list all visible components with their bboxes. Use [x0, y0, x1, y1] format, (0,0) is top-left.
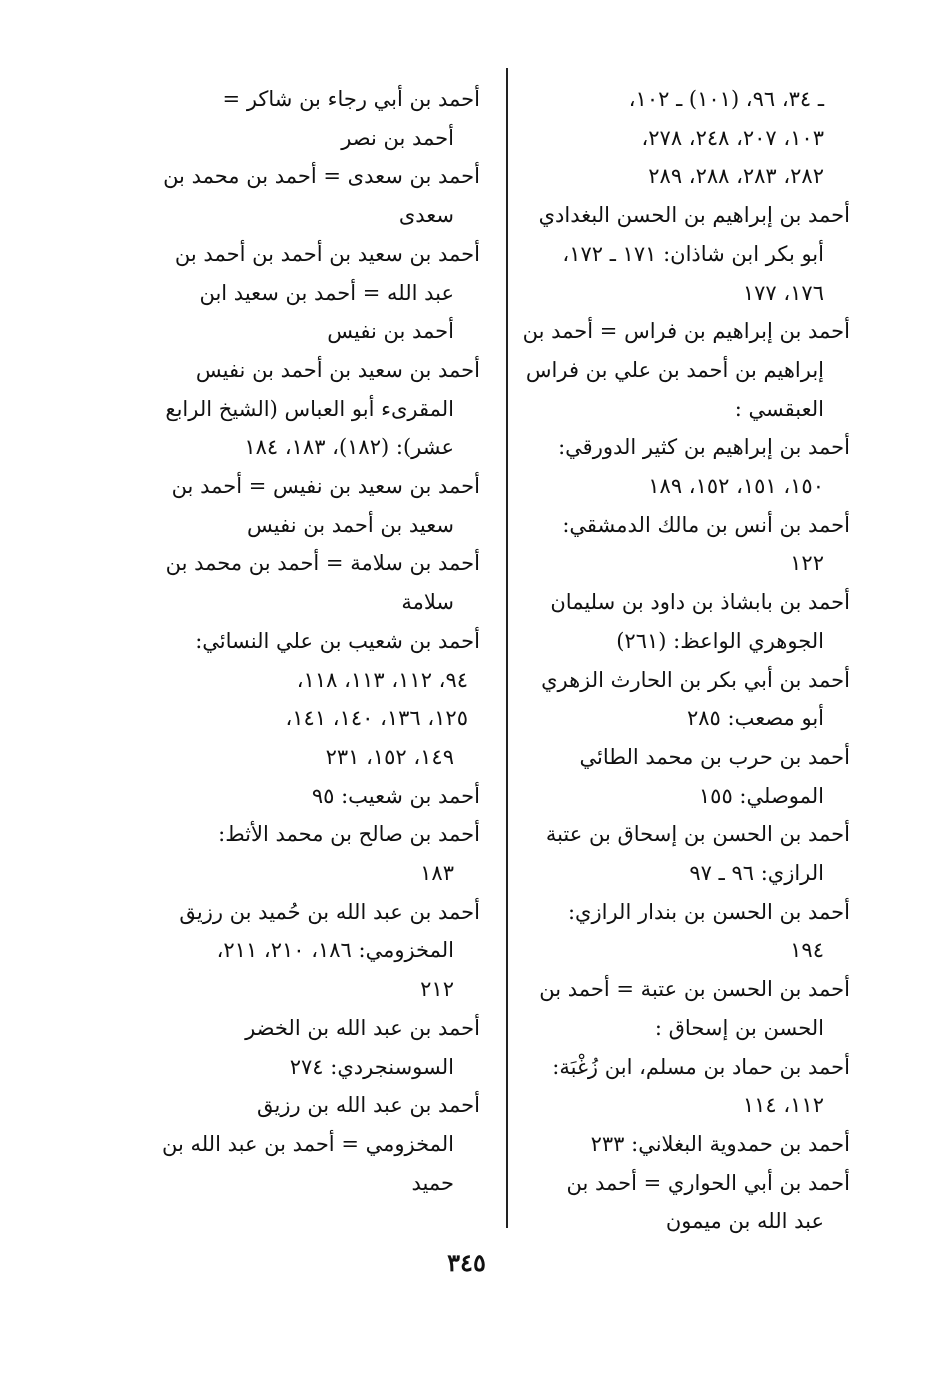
entry-line: أحمد بن أبي بكر بن الحارث الزهري [541, 667, 850, 692]
index-entry [528, 1164, 850, 1241]
index-entry [158, 351, 480, 467]
entry-line: عشر): (١٨٢)، ١٨٣، ١٨٤ [244, 435, 454, 460]
entry-line: أحمد بن سعيد بن أحمد بن أحمد بن [174, 241, 480, 266]
entry-line: ـ ٣٤، ٩٦، (١٠١) ـ ١٠٢، [628, 87, 824, 111]
entry-line: ٢٨٢، ٢٨٣، ٢٨٨، ٢٨٩ [648, 164, 824, 189]
entry-line: ٩٤، ١١٢، ١١٣، ١١٨، [296, 667, 468, 692]
entry-line: ١٢٢ [790, 551, 824, 576]
entry-line: أحمد بن الحسن بن إسحاق بن عتبة [545, 822, 850, 847]
index-entry [158, 157, 480, 234]
entry-line: أحمد بن حمدوية البغلاني: ٢٣٣ [590, 1131, 850, 1156]
entry-line: أحمد بن عبد الله بن رزيق [257, 1093, 480, 1118]
index-entry [528, 506, 850, 583]
entry-line: سعدى [398, 203, 454, 228]
entry-line: الموصلي: ١٥٥ [698, 783, 824, 808]
entry-line: أحمد بن إبراهيم بن كثير الدورقي: [558, 435, 850, 460]
entry-line: إبراهيم بن أحمد بن علي بن فراس [525, 357, 824, 382]
index-entry [158, 1009, 480, 1086]
index-entry [158, 544, 480, 621]
index-entry [158, 893, 480, 1009]
entry-line: الرازي: ٩٦ ـ ٩٧ [689, 861, 824, 886]
entry-line: المخزومي: ١٨٦، ٢١٠، ٢١١، [216, 938, 454, 963]
entry-line: أحمد بن بابشاذ بن داود بن سليمان [550, 590, 850, 615]
entry-line: السوسنجردي: ٢٧٤ [289, 1054, 454, 1079]
entry-line: أحمد بن شعيب بن علي النسائي: [195, 628, 480, 653]
index-entry [522, 312, 850, 428]
entry-line: أحمد بن سعيد بن أحمد بن نفيس [195, 357, 480, 382]
page-number: ٣٤٥ [447, 1248, 486, 1277]
entry-line: أحمد بن إبراهيم بن فراس = أحمد بن [522, 319, 850, 344]
index-column-right [522, 80, 850, 1241]
entry-line: أحمد بن أنس بن مالك الدمشقي: [562, 512, 850, 537]
entry-line: ١٢٥، ١٣٦، ١٤٠، ١٤١، [285, 706, 468, 731]
entry-line: ٢١٢ [420, 977, 454, 1002]
entry-line: أحمد بن سلامة = أحمد بن محمد بن [165, 551, 480, 576]
index-entry [528, 893, 850, 970]
index-entry [528, 196, 850, 312]
index-entry [528, 428, 850, 505]
index-entry [158, 622, 480, 777]
index-entry [158, 80, 480, 157]
index-entry [528, 661, 850, 738]
index-entry [528, 1048, 850, 1125]
index-entry [158, 1086, 480, 1202]
entry-line: أحمد بن شعيب: ٩٥ [311, 783, 480, 808]
index-entry [528, 738, 850, 815]
entry-line: المخزومي = أحمد بن عبد الله بن [161, 1131, 454, 1156]
index-column-left [158, 80, 480, 1202]
index-entry [158, 467, 480, 544]
entry-line: أحمد بن حرب بن محمد الطائي [579, 744, 850, 769]
entry-line: الجوهري الواعظ: (٢٦١) [616, 628, 824, 653]
index-entry [528, 583, 850, 660]
entry-line: ١٧٦، ١٧٧ [742, 280, 824, 305]
index-entry [158, 777, 480, 816]
entry-line: أحمد بن نفيس [327, 319, 454, 344]
index-entry [158, 235, 480, 351]
entry-line: أحمد بن نصر [341, 125, 454, 150]
column-divider [506, 68, 508, 1228]
entry-line: أحمد بن سعيد بن نفيس = أحمد بن [171, 474, 480, 499]
entry-line: أبو بكر ابن شاذان: ١٧١ ـ ١٧٢، [562, 241, 824, 266]
entry-line: ١٥٠، ١٥١، ١٥٢، ١٨٩ [648, 474, 824, 499]
entry-line: عبد الله بن ميمون [665, 1209, 824, 1234]
index-entry [528, 1125, 850, 1164]
index-entry [528, 970, 850, 1047]
entry-line: المقرىء أبو العباس (الشيخ الرابع [165, 396, 454, 421]
entry-line: أحمد بن حماد بن مسلم، ابن زُغْبَة: [552, 1054, 850, 1079]
entry-line: الحسن بن إسحاق : [654, 1015, 824, 1040]
index-entry [528, 80, 850, 196]
entry-line: أحمد بن عبد الله بن الخضر [245, 1015, 480, 1040]
entry-line: أحمد بن عبد الله بن حُميد بن رزيق [179, 899, 480, 924]
entry-line: سعيد بن أحمد بن نفيس [246, 512, 454, 537]
index-entry [158, 815, 480, 892]
entry-line: عبد الله = أحمد بن سعيد ابن [199, 280, 454, 305]
entry-line: ١٤٩، ١٥٢، ٢٣١ [325, 744, 454, 769]
index-entry [528, 815, 850, 892]
entry-line: ١٩٤ [790, 938, 824, 963]
entry-line: أحمد بن سعدى = أحمد بن محمد بن [163, 164, 480, 189]
entry-line: أحمد بن أبي رجاء بن شاكر = [222, 87, 480, 111]
entry-line: أحمد بن الحسن بن بندار الرازي: [567, 899, 850, 924]
entry-line: ١١٢، ١١٤ [742, 1093, 824, 1118]
entry-line: ١٨٣ [420, 861, 454, 886]
entry-line: ١٠٣، ٢٠٧، ٢٤٨، ٢٧٨، [641, 125, 824, 150]
entry-line: أحمد بن إبراهيم بن الحسن البغدادي [538, 203, 850, 228]
entry-line: أبو مصعب: ٢٨٥ [686, 706, 824, 731]
entry-line: حميد [411, 1170, 454, 1195]
entry-line: العبقسي : [734, 396, 824, 421]
entry-line: أحمد بن صالح بن محمد الأثط: [218, 822, 480, 847]
entry-line: أحمد بن الحسن بن عتبة = أحمد بن [539, 977, 850, 1002]
entry-line: سلامة [401, 590, 454, 615]
entry-line: أحمد بن أبي الحواري = أحمد بن [566, 1170, 850, 1195]
